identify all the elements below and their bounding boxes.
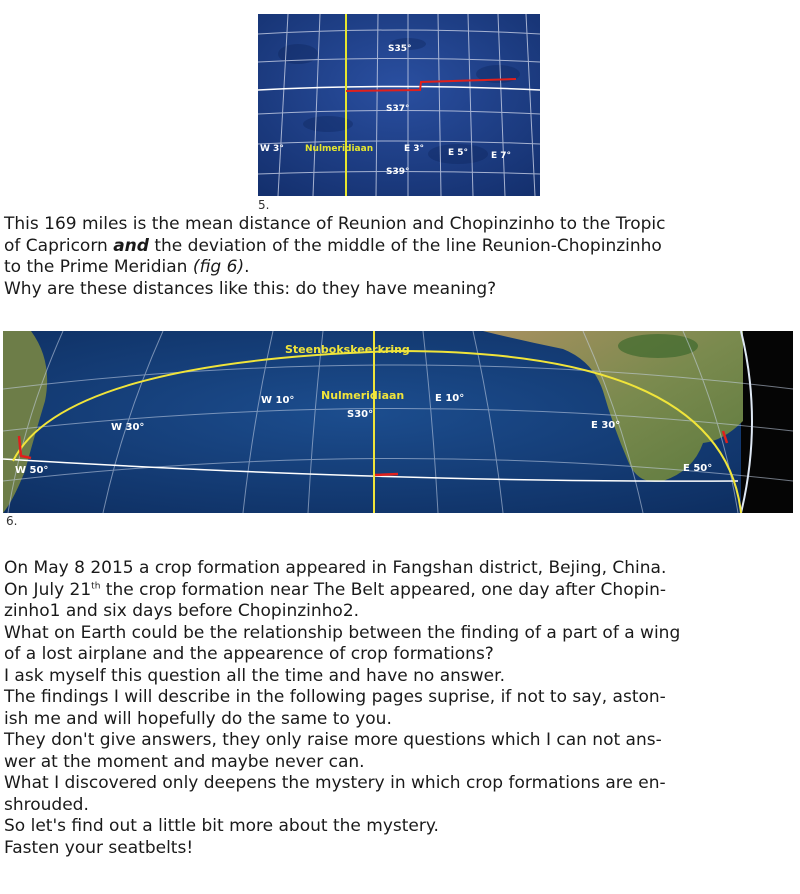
label-e7: E 7° <box>491 151 512 161</box>
paragraph-2 <box>4 558 680 859</box>
label-w30: W 30° <box>111 422 145 433</box>
label-w50: W 50° <box>15 465 49 476</box>
paragraph-1 <box>4 214 665 300</box>
label-e5: E 5° <box>448 148 469 158</box>
p1-line-3-pre: to the Prime Meridian <box>4 257 193 277</box>
label-nulmeridiaan-5: Nulmeridiaan <box>305 144 374 154</box>
p1-line-2-pre: of Capricorn <box>4 235 114 256</box>
p2-line-7: The findings I will describe in the following pages suprise, if not to say, aston- <box>4 687 666 707</box>
p2-line-2-pre: On July 21 <box>4 579 92 600</box>
p2-line-3: zinho1 and six days before Chopinzinho2. <box>4 601 360 621</box>
figure-6-svg <box>3 331 793 513</box>
p2-line-8: ish me and will hopefully do the same to you. <box>4 708 392 729</box>
label-e50: E 50° <box>683 463 713 474</box>
p1-emphasis-and: and <box>113 235 149 256</box>
p2-line-11: What I discovered only deepens the mystery in which crop formations are en- <box>4 773 666 793</box>
p2-line-12: shrouded. <box>4 794 89 815</box>
label-s39: S39° <box>386 167 410 177</box>
p1-line-1: This 169 miles is the mean distance of Reunion and Chopinzinho to the Tropic <box>4 214 666 234</box>
p2-line-9: They don't give answers, they only raise more questions which I can not ans- <box>4 730 662 750</box>
p2-line-13: So let's find out a little bit more about the mystery. <box>4 816 439 836</box>
label-w3: W 3° <box>260 144 284 154</box>
figure-5-caption: 5. <box>258 198 270 212</box>
space-background <box>741 331 793 513</box>
p1-line-2-post: the deviation of the middle of the line Reunion-Chopinzinho <box>148 235 662 256</box>
p2-line-5: of a lost airplane and the appearence of crop formations? <box>4 644 494 664</box>
figure-5-svg <box>258 14 540 196</box>
p1-line-4: Why are these distances like this: do they have meaning? <box>4 278 497 299</box>
label-s35: S35° <box>388 44 412 54</box>
p1-line-3-post: . <box>244 257 250 277</box>
label-w10: W 10° <box>261 395 295 406</box>
p1-fig-ref: (fig 6) <box>192 257 245 277</box>
red-marker-center <box>375 474 398 475</box>
p2-line-2-post: the crop formation near The Belt appeared, one day after Chopin- <box>100 579 667 600</box>
p2-line-4: What on Earth could be the relationship between the finding of a part of a wing <box>4 622 681 643</box>
p2-ordinal-sup: th <box>91 580 101 591</box>
label-nulmeridiaan-6: Nulmeridiaan <box>321 389 405 402</box>
p2-line-1: On May 8 2015 a crop formation appeared in Fangshan district, Bejing, China. <box>4 558 667 578</box>
figure-6-map <box>3 331 793 513</box>
p2-line-2 <box>4 580 680 602</box>
figure-6-caption: 6. <box>6 514 18 528</box>
p2-line-10: wer at the moment and maybe never can. <box>4 751 365 772</box>
p2-line-14: Fasten your seatbelts! <box>4 837 194 858</box>
label-e3: E 3° <box>404 144 425 154</box>
p2-line-6: I ask myself this question all the time and have no answer. <box>4 665 505 686</box>
label-s37: S37° <box>386 104 410 114</box>
label-e30: E 30° <box>591 420 621 431</box>
label-e10: E 10° <box>435 393 465 404</box>
label-tropic: Steenbokskeerkring <box>285 343 410 356</box>
label-s30: S30° <box>347 409 374 420</box>
p1-line-3 <box>4 257 665 279</box>
figure-5-map <box>258 14 540 196</box>
p1-line-2 <box>4 236 665 258</box>
